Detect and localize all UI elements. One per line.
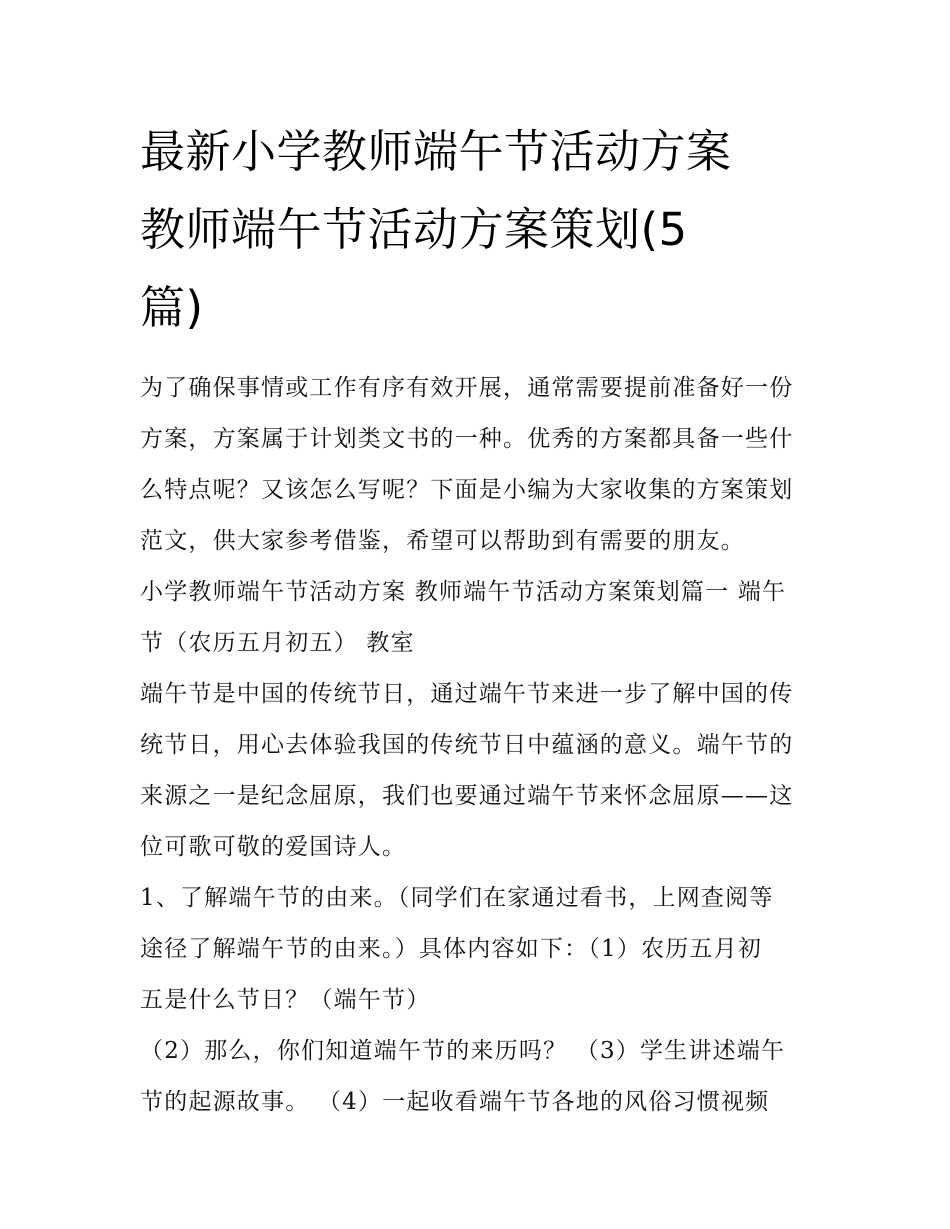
text-line: 范文，供大家参考借鉴，希望可以帮助到有需要的朋友。	[140, 528, 745, 554]
intro-paragraph	[140, 363, 820, 567]
text-line: 统节日，用心去体验我国的传统节日中蕴涵的意义。端午节的	[140, 732, 794, 758]
text-line: 方案，方案属于计划类文书的一种。优秀的方案都具备一些什	[140, 426, 794, 452]
text-line: 小学教师端午节活动方案 教师端午节活动方案策划篇一 端午	[140, 579, 787, 605]
document-content	[140, 113, 820, 1128]
text-line: 来源之一是纪念屈原，我们也要通过端午节来怀念屈原——这	[140, 783, 794, 809]
step-one-paragraph	[140, 873, 820, 1026]
section-heading-paragraph	[140, 567, 820, 669]
text-line: 为了确保事情或工作有序有效开展，通常需要提前准备好一份	[140, 375, 794, 401]
text-line: 节的起源故事。 （4）一起收看端午节各地的风俗习惯视频	[140, 1089, 770, 1115]
text-line: （2）那么，你们知道端午节的来历吗？ （3）学生讲述端午	[140, 1038, 786, 1064]
text-line: 途径了解端午节的由来。）具体内容如下：（1）农历五月初	[140, 936, 763, 962]
title-line: 篇)	[140, 281, 204, 334]
text-line: 五是什么节日？（端午节）	[140, 987, 431, 1013]
text-line: 节（农历五月初五） 教室	[140, 630, 415, 656]
purpose-paragraph	[140, 669, 820, 873]
text-line: 1、了解端午节的由来。（同学们在家通过看书，上网查阅等	[140, 885, 774, 911]
text-line: 端午节是中国的传统节日，通过端午节来进一步了解中国的传	[140, 681, 794, 707]
text-line: 么特点呢？又该怎么写呢？下面是小编为大家收集的方案策划	[140, 477, 794, 503]
document-title	[140, 113, 820, 347]
document-body	[140, 363, 820, 1128]
title-line: 最新小学教师端午节活动方案	[140, 125, 732, 178]
title-line: 教师端午节活动方案策划(5	[140, 203, 688, 256]
text-line: 位可歌可敬的爱国诗人。	[140, 834, 407, 860]
step-details-paragraph	[140, 1026, 820, 1128]
